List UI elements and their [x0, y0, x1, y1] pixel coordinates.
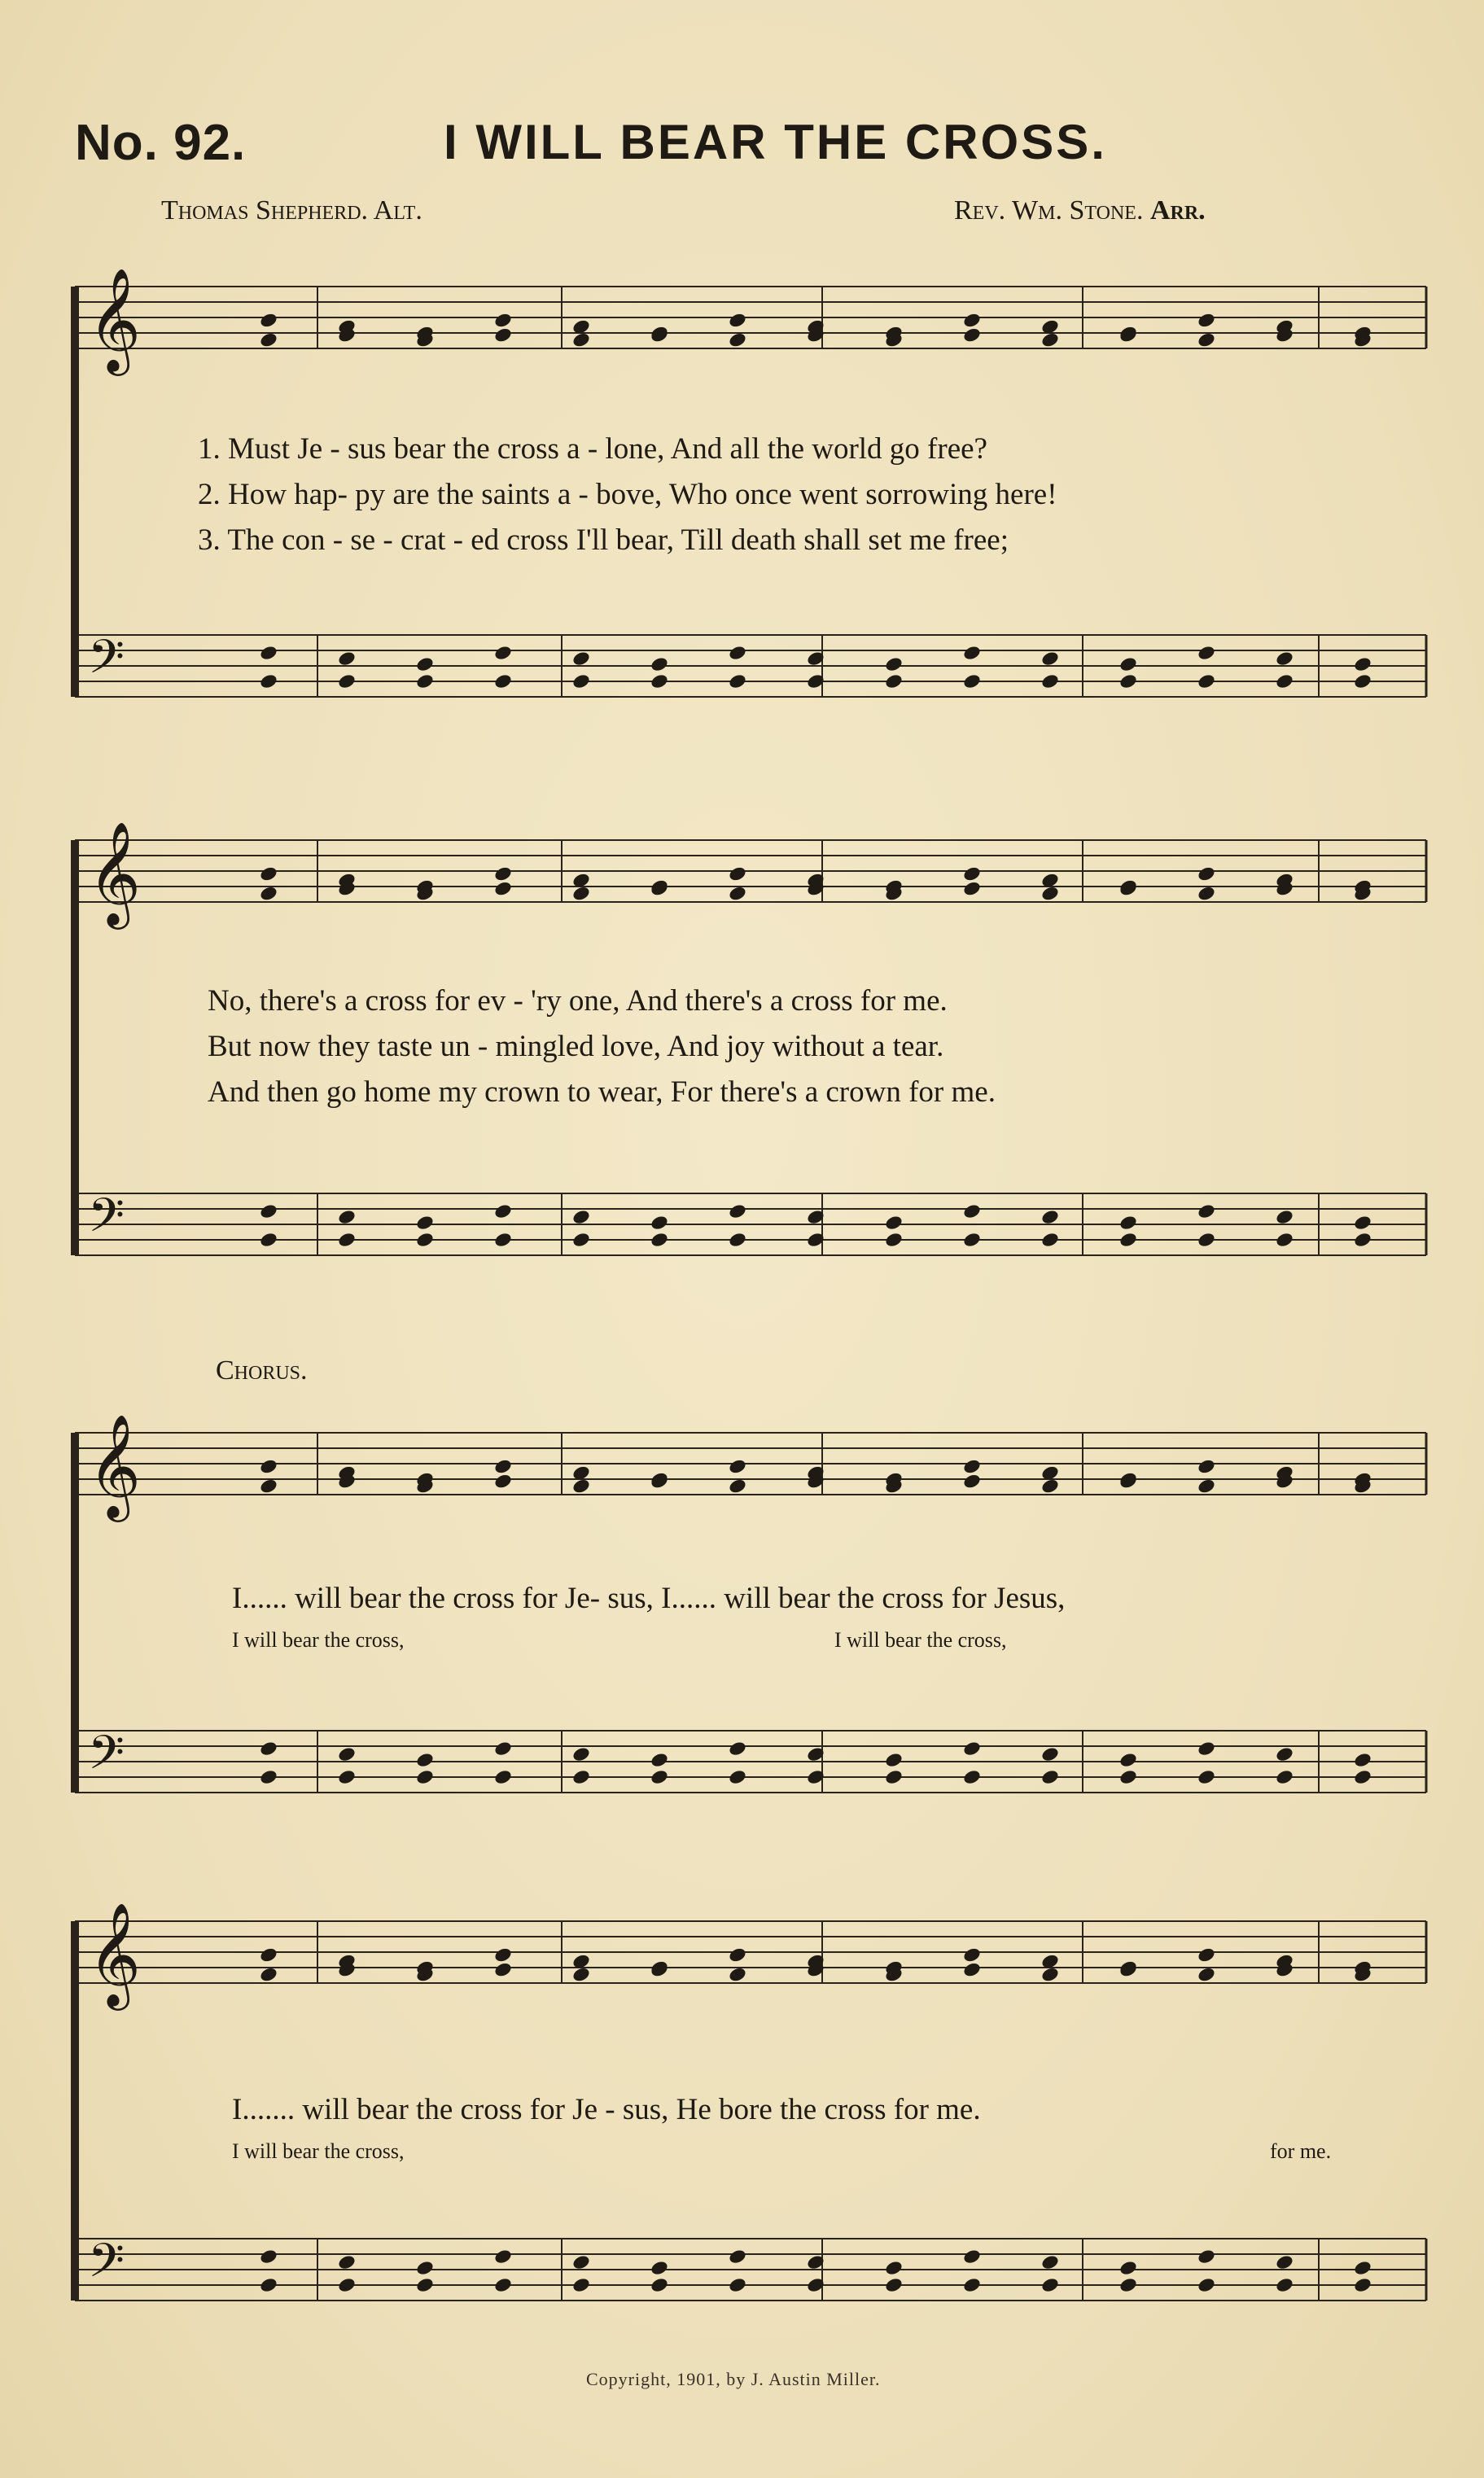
- composer-note: Arr.: [1149, 195, 1206, 225]
- verse-3-line-2: And then go home my crown to wear, For there's a crown for me.: [208, 1075, 996, 1109]
- copyright-notice: Copyright, 1901, by J. Austin Miller.: [586, 2369, 881, 2389]
- chorus-echo-1a: I will bear the cross,: [232, 1628, 405, 1652]
- hymn-title: I WILL BEAR THE CROSS.: [444, 115, 1107, 169]
- svg-text:𝄢: 𝄢: [88, 1188, 125, 1254]
- verse-2-line-1: 2. How hap- py are the saints a - bove, Who once went sorrowing here!: [198, 478, 1057, 511]
- svg-text:𝄞: 𝄞: [88, 1902, 142, 2006]
- svg-text:𝄢: 𝄢: [88, 629, 125, 696]
- svg-text:𝄢: 𝄢: [88, 1725, 125, 1792]
- svg-text:𝄞: 𝄞: [88, 1413, 142, 1517]
- svg-text:𝄞: 𝄞: [88, 821, 142, 925]
- verse-2-line-2: But now they taste un - mingled love, And joy without a tear.: [208, 1030, 944, 1063]
- chorus-echo-2b: for me.: [1270, 2139, 1332, 2163]
- verse-3-line-1: 3. The con - se - crat - ed cross I'll bear, Till death shall set me free;: [198, 523, 1009, 557]
- svg-text:𝄞: 𝄞: [88, 267, 142, 371]
- verse-1-line-2: No, there's a cross for ev - 'ry one, And there's a cross for me.: [208, 984, 948, 1018]
- verse-1-line-1: 1. Must Je - sus bear the cross a - lone, And all the world go free?: [198, 432, 987, 466]
- lyricist-name: Thomas Shepherd.: [161, 195, 369, 225]
- lyricist-note: Alt.: [373, 195, 422, 225]
- svg-text:𝄢: 𝄢: [88, 2233, 125, 2300]
- chorus-line-1: I...... will bear the cross for Je- sus, I...... will bear the cross for Jesus,: [232, 1582, 1066, 1615]
- chorus-label: Chorus.: [216, 1355, 308, 1386]
- chorus-echo-2a: I will bear the cross,: [232, 2139, 405, 2163]
- hymn-number: No. 92.: [75, 115, 247, 171]
- chorus-echo-1b: I will bear the cross,: [834, 1628, 1007, 1652]
- composer-name: Rev. Wm. Stone.: [954, 195, 1144, 225]
- chorus-line-2: I....... will bear the cross for Je - sus, He bore the cross for me.: [232, 2093, 981, 2126]
